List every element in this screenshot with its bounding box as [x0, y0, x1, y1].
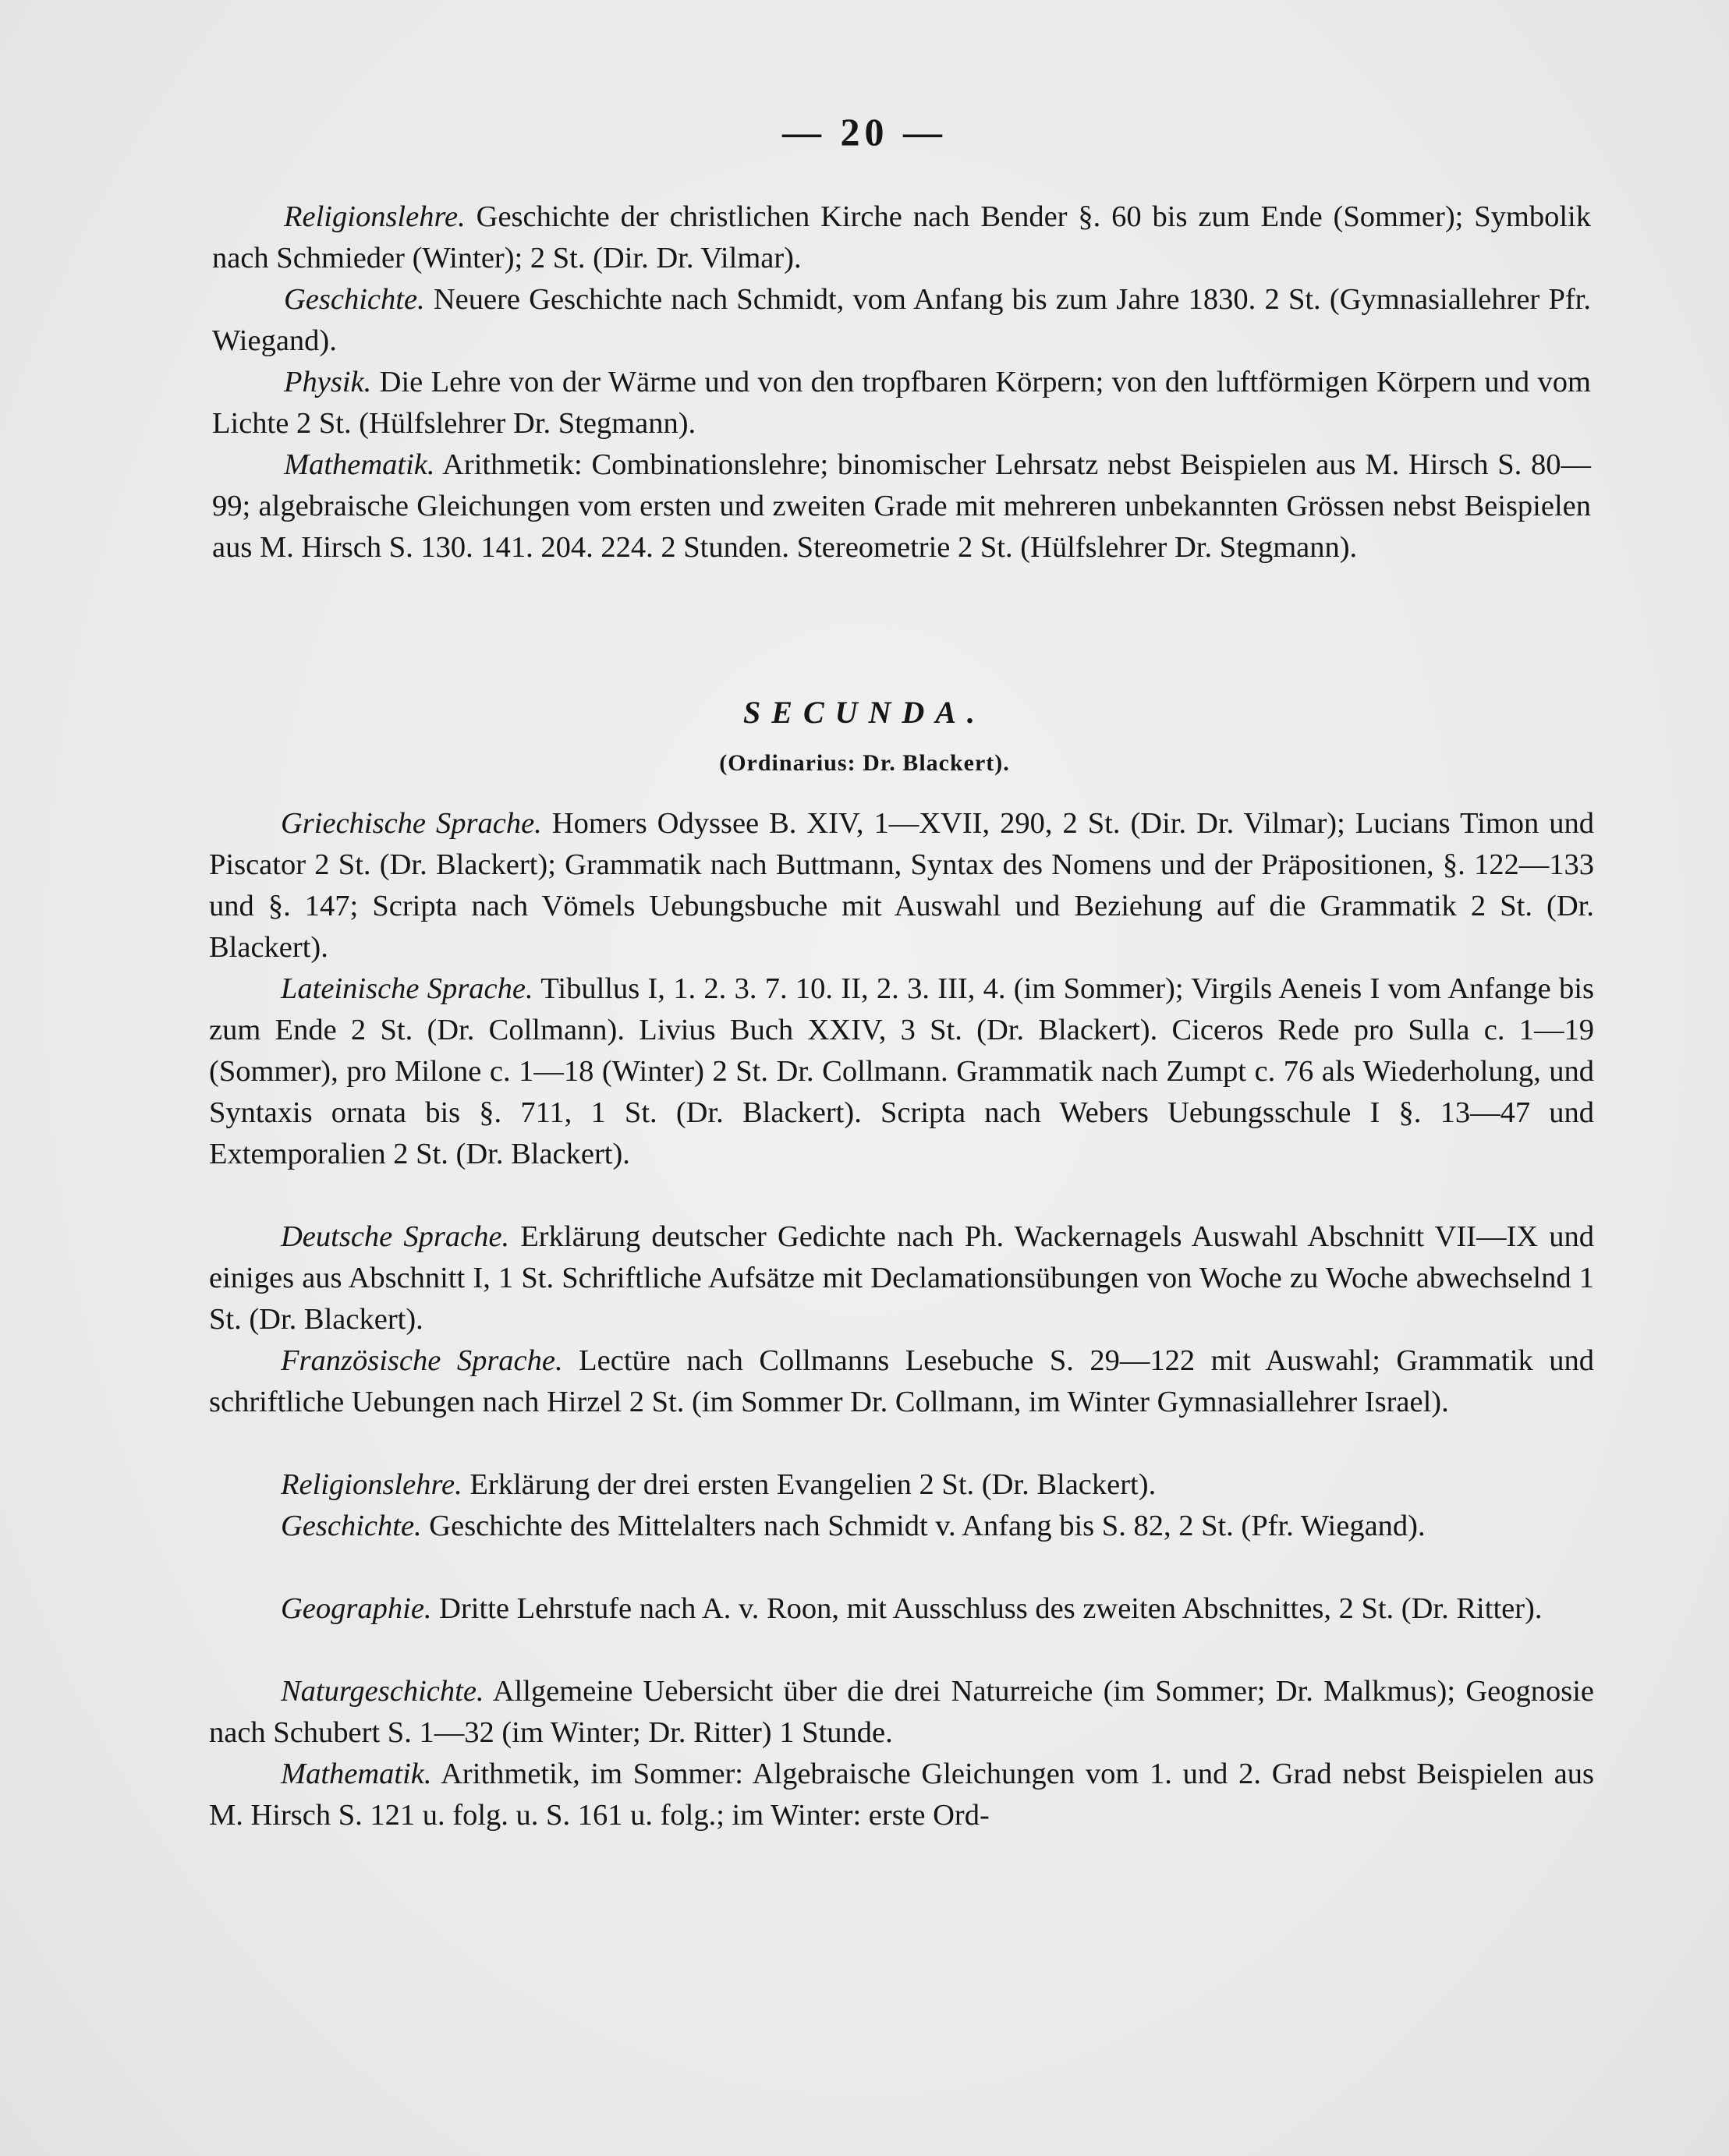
- secunda-entry-deutsch: [209, 1216, 1594, 1340]
- entry-text: Erklärung der drei ersten Evangelien 2 St. (Dr. Blackert).: [469, 1468, 1157, 1501]
- secunda-entry-griechisch: [209, 803, 1594, 968]
- entry-text: Geschichte der christlichen Kirche nach Bender §. 60 bis zum Ende (Sommer); Symbolik nach Schmieder (Winter); 2 St. (Dir. Dr. Vilmar).: [212, 200, 1591, 274]
- secunda-entry-lateinisch: [209, 968, 1594, 1175]
- secunda-entry-religionslehre: [209, 1464, 1594, 1506]
- entry-text: Homers Odyssee B. XIV, 1—XVII, 290, 2 St. (Dir. Dr. Vilmar); Lucians Timon und Piscator 2 St. (Dr. Blackert); Grammatik nach Buttmann, Syntax des Nomens und der Präpositionen, §. 122—133 und §. 147; Scripta nach Vömels Uebungsbuche mit Auswahl und Beziehung auf die Grammatik 2 St. (Dr. Blackert).: [209, 807, 1594, 964]
- entry-text: Arithmetik, im Sommer: Algebraische Gleichungen vom 1. und 2. Grad nebst Beispielen aus M. Hirsch S. 121 u. folg. u. S. 161 u. folg.; im Winter: erste Ord-: [209, 1758, 1594, 1832]
- secunda-entry-franzoesisch: [209, 1340, 1594, 1423]
- subject-label: Französische Sprache.: [281, 1344, 563, 1377]
- ordinarius-line: (Ordinarius: Dr. Blackert).: [719, 750, 1010, 776]
- prima-entry-mathematik: [212, 444, 1591, 568]
- subject-label: Mathematik.: [281, 1758, 432, 1790]
- prima-entry-physik: [212, 362, 1591, 444]
- subject-label: Geographie.: [281, 1592, 432, 1625]
- secunda-entry-geschichte: [209, 1506, 1594, 1547]
- entry-text: Allgemeine Uebersicht über die drei Naturreiche (im Sommer; Dr. Malkmus); Geognosie nach Schubert S. 1—32 (im Winter; Dr. Ritter) 1 Stunde.: [209, 1675, 1594, 1749]
- subject-label: Religionslehre.: [284, 200, 466, 233]
- subject-label: Religionslehre.: [281, 1468, 462, 1501]
- prima-entry-religionslehre: [212, 196, 1591, 279]
- prima-entry-geschichte: [212, 279, 1591, 362]
- secunda-entry-geographie: [209, 1588, 1594, 1630]
- page-number: — 20 —: [782, 110, 947, 154]
- subject-label: Mathematik.: [284, 448, 435, 481]
- entry-text: Geschichte des Mittelalters nach Schmidt v. Anfang bis S. 82, 2 St. (Pfr. Wiegand).: [429, 1510, 1426, 1542]
- subject-label: Geschichte.: [281, 1510, 422, 1542]
- entry-text: Dritte Lehrstufe nach A. v. Roon, mit Ausschluss des zweiten Abschnittes, 2 St. (Dr. Ritter).: [439, 1592, 1543, 1625]
- entry-text: Arithmetik: Combinationslehre; binomischer Lehrsatz nebst Beispielen aus M. Hirsch S. 80—99; algebraische Gleichungen vom ersten und zweiten Grade mit mehreren unbekannten Grössen nebst Beispielen aus M. Hirsch S. 130. 141. 204. 224. 2 Stunden. Stereometrie 2 St. (Hülfslehrer Dr. Stegmann).: [212, 448, 1591, 564]
- subject-label: Physik.: [284, 366, 372, 398]
- subject-label: Lateinische Sprache.: [281, 972, 533, 1005]
- subject-label: Naturgeschichte.: [281, 1675, 484, 1708]
- subject-label: Deutsche Sprache.: [281, 1220, 510, 1253]
- entry-text: Erklärung deutscher Gedichte nach Ph. Wackernagels Auswahl Abschnitt VII—IX und einiges aus Abschnitt I, 1 St. Schriftliche Aufsätze mit Declamationsübungen von Woche zu Woche abwechselnd 1 St. (Dr. Blackert).: [209, 1220, 1594, 1336]
- entry-text: Lectüre nach Collmanns Lesebuche S. 29—122 mit Auswahl; Grammatik und schriftliche Uebungen nach Hirzel 2 St. (im Sommer Dr. Collmann, im Winter Gymnasiallehrer Israel).: [209, 1344, 1595, 1418]
- subject-label: Geschichte.: [284, 283, 425, 316]
- secunda-entry-naturgeschichte: [209, 1671, 1594, 1754]
- secunda-entry-mathematik: [209, 1754, 1594, 1836]
- entry-text: Neuere Geschichte nach Schmidt, vom Anfang bis zum Jahre 1830. 2 St. (Gymnasiallehrer Pfr. Wiegand).: [212, 283, 1592, 357]
- entry-text: Die Lehre von der Wärme und von den tropfbaren Körpern; von den luftförmigen Körpern und vom Lichte 2 St. (Hülfslehrer Dr. Stegmann).: [212, 366, 1592, 440]
- subject-label: Griechische Sprache.: [281, 807, 542, 840]
- entry-text: Tibullus I, 1. 2. 3. 7. 10. II, 2. 3. III, 4. (im Sommer); Virgils Aeneis I vom Anfange bis zum Ende 2 St. (Dr. Collmann). Livius Buch XXIV, 3 St. (Dr. Blackert). Ciceros Rede pro Sulla c. 1—19 (Sommer), pro Milone c. 1—18 (Winter) 2 St. Dr. Collmann. Grammatik nach Zumpt c. 76 als Wiederholung, und Syntaxis ornata bis §. 711, 1 St. (Dr. Blackert). Scripta nach Webers Uebungsschule I §. 13—47 und Extemporalien 2 St. (Dr. Blackert).: [209, 972, 1594, 1170]
- section-heading-secunda: SECUNDA.: [743, 695, 986, 730]
